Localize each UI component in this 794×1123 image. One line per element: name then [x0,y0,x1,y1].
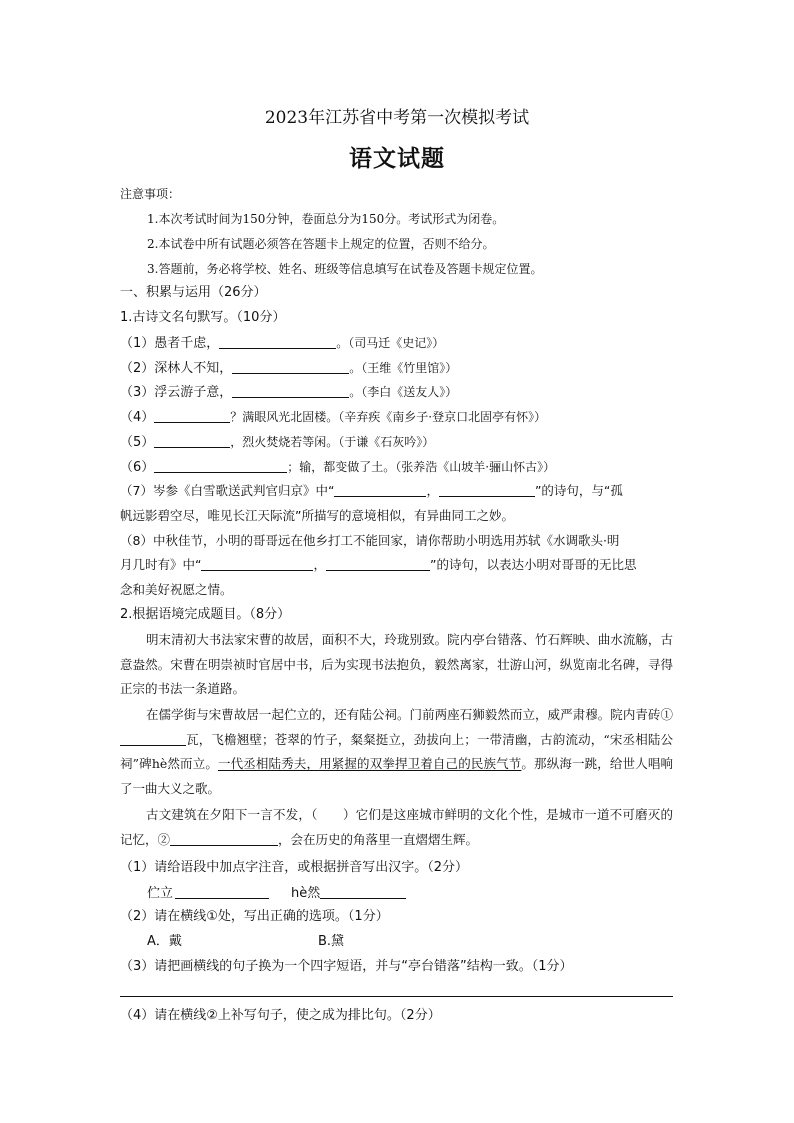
answer-blank[interactable] [154,459,287,473]
sub-question-3: （3）请把画横线的句子换为一个四字短语，并与“亭台错落”结构一致。（1分） [120,959,573,974]
q1-item-7-line2: 帆远影碧空尽，唯见长江天际流”所描写的意境相似，有异曲同工之妙。 [120,508,514,523]
sub-question-1: （1）请给语段中加点字注音，或根据拼音写出汉字。（2分） [120,860,469,875]
answer-blank[interactable] [154,434,230,448]
q1-item-5: （5） ，烈火焚烧若等闲。（于谦《石灰吟》） [120,435,435,450]
answer-blank[interactable] [326,557,430,571]
q1-item-8-line3: 念和美好祝愿之情。 [120,582,233,597]
question-1-title: 1.古诗文名句默写。（10分） [120,310,286,325]
answer-blank[interactable] [439,483,535,497]
q1-item-3: （3）浮云游子意， 。（李白《送友人》） [120,385,458,400]
answer-blank[interactable] [232,360,349,374]
underlined-sentence: 一代丞相陆秀夫，用紧握的双拳捍卫着自己的民族气节 [217,756,522,771]
notice-item-1: 1.本次考试时间为150分钟，卷面总分为150分。考试形式为闭卷。 [147,212,505,226]
notice-item-3: 3.答题前，务必将学校、姓名、班级等信息填写在试卷及答题卡规定位置。 [147,262,543,276]
sub-question-2-option-a[interactable]: A．戴 [147,934,182,949]
q1-item-8-line2: 月几时有》中“ ， ”的诗句，以表达小明对哥哥的无比思 [120,557,637,572]
subject-title: 语文试题 [349,145,445,172]
passage-paragraph-3: 古文建筑在夕阳下一言不发，（ ）它们是这座城市鲜明的文化个性，是城市一道不可磨灭的记忆，② ，会在历史的角落里一直熠熠生辉。 [120,807,673,847]
answer-blank[interactable] [175,885,269,899]
q1-item-2: （2）深林人不知， 。（王维《竹里馆》） [120,361,458,376]
sub-question-2: （2）请在横线①处，写出正确的选项。（1分） [120,909,389,924]
blank-1[interactable] [120,732,186,746]
passage-paragraph-2: 在儒学街与宋曹故居一起伫立的，还有陆公祠。门前两座石狮毅然而立，威严肃穆。院内青砖①瓦，飞檐翘壁；苍翠的竹子，粲粲挺立，劲拔向上；一带清幽，古韵流动，“宋丞相陆公祠”碑hè然而立。一代丞相陆秀夫，用紧握的双拳捍卫着自己的民族气节。那纵海一跳，给世人唱响了一曲大义之歌。 [120,707,673,796]
answer-blank[interactable] [219,335,336,349]
sub-question-4: （4）请在横线②上补写句子，使之成为排比句。（2分） [120,1008,441,1023]
sub-question-1-answers: 伫立 hè然 [147,885,406,902]
section-heading: 一、积累与运用（26分） [120,285,267,300]
q1-item-1: （1）愚者千虑， 。（司马迁《史记》） [120,336,445,351]
answer-blank[interactable] [334,483,426,497]
answer-line[interactable] [120,996,673,997]
passage-paragraph-1: 明末清初大书法家宋曹的故居，面积不大，玲珑别致。院内亭台错落、竹石辉映、曲水流觞，古意盎然。宋曹在明崇祯时官居中书，后为实现书法抱负，毅然离家，壮游山河，纵览南北名碑，寻得正宗的书法一条道路。 [120,632,673,696]
answer-blank[interactable] [154,409,230,423]
blank-2[interactable] [170,832,278,846]
q1-item-7-line1: （7）岑参《白雪歌送武判官归京》中“ ， ”的诗句，与“孤 [120,483,623,498]
question-2-title: 2.根据语境完成题目。（8分） [120,607,291,622]
q1-item-4: （4） ？满眼风光北固楼。（辛弃疾《南乡子·登京口北固亭有怀》） [120,410,547,425]
notice-heading: 注意事项： [120,187,181,201]
q1-item-8-line1: （8）中秋佳节，小明的哥哥远在他乡打工不能回家，请你帮助小明选用苏轼《水调歌头·明 [120,533,620,548]
answer-blank[interactable] [201,557,313,571]
answer-blank[interactable] [232,384,349,398]
q1-item-6: （6） ；输，都变做了土。（张养浩《山坡羊·骊山怀古》） [120,460,556,475]
answer-blank[interactable] [320,885,406,899]
notice-item-2: 2.本试卷中所有试题必须答在答题卡上规定的位置，否则不给分。 [147,237,495,251]
exam-title: 2023年江苏省中考第一次模拟考试 [264,108,530,128]
sub-question-2-option-b[interactable]: B.黛 [318,934,345,949]
